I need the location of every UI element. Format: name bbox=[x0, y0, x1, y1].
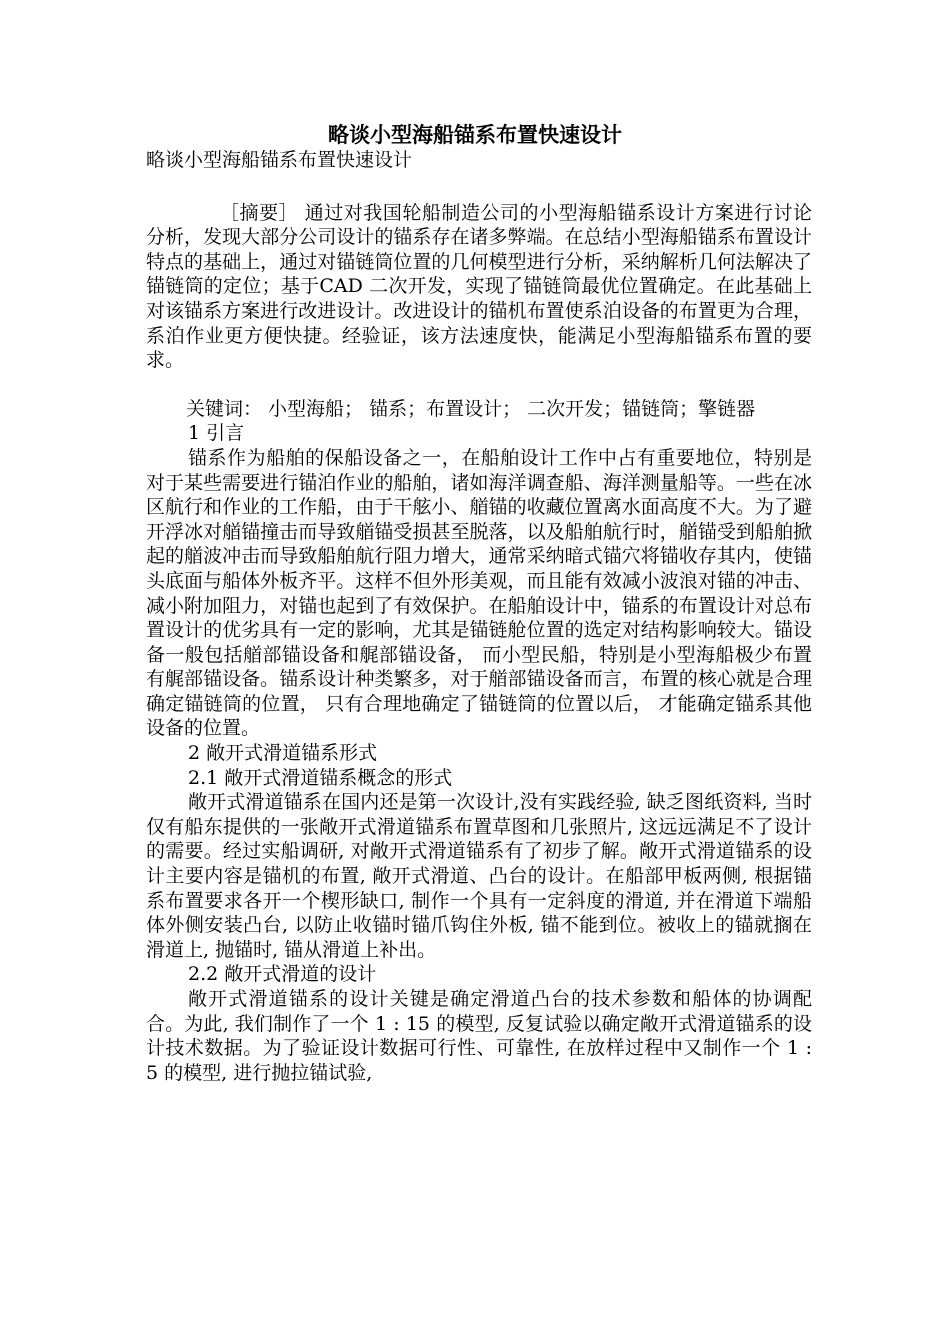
subsection-heading-2-1: 2.1 敞开式滑道锚系概念的形式 bbox=[188, 766, 453, 789]
abstract-paragraph: ［摘要］ 通过对我国轮船制造公司的小型海船锚系设计方案进行讨论分析，发现大部分公司设计的锚系存在诸多弊端。在总结小型海船锚系布置设计特点的基础上，通过对锚链筒位置的几何模型进行分析，采纳解析几何法解决了锚链筒的定位；基于CAD 二次开发，实现了锚链筒最优位置确定。在此基础上对该锚系方案进行改进设计。改进设计的锚机布置使系泊设备的布置更为合理，系泊作业更方便快捷。经验证，该方法速度快，能满足小型海船锚系布置的要求。 bbox=[146, 201, 812, 372]
document-subtitle: 略谈小型海船锚系布置快速设计 bbox=[146, 149, 413, 171]
body-paragraph-2-2: 敞开式滑道锚系的设计关键是确定滑道凸台的技术参数和船体的协调配合。为此, 我们制作了一个 1 : 15 的模型, 反复试验以确定敞开式滑道锚系的设计技术数据。为了验证设计数据可行性、可靠性, 在放样过程中又制作一个 1 : 5 的模型, 进行抛拉锚试验, bbox=[146, 988, 812, 1084]
section-heading-open-slideway: 2 敞开式滑道锚系形式 bbox=[188, 742, 378, 765]
keywords-line: 关键词： 小型海船； 锚系；布置设计； 二次开发；锚链筒；擎链器 bbox=[186, 397, 756, 420]
section-heading-introduction: 1 引言 bbox=[188, 422, 245, 445]
subsection-heading-2-2: 2.2 敞开式滑道的设计 bbox=[188, 963, 377, 986]
document-body bbox=[146, 148, 812, 1085]
body-paragraph-2-1: 敞开式滑道锚系在国内还是第一次设计,没有实践经验, 缺乏图纸资料, 当时仅有船东提供的一张敞开式滑道锚系布置草图和几张照片, 这远远满足不了设计的需要。经过实船调研, 对敞开式滑道锚系有了初步了解。敞开式滑道锚系的设计主要内容是锚机的布置, 敞开式滑道、凸台的设计。在船部甲板两侧, 根据锚系布置要求各开一个楔形缺口, 制作一个具有一定斜度的滑道, 并在滑道下端船体外侧安装凸台, 以防止收锚时锚爪钩住外板, 锚不能到位。被收上的锚就搁在滑道上, 抛锚时, 锚从滑道上补出。 bbox=[146, 791, 812, 961]
document-title: 略谈小型海船锚系布置快速设计 bbox=[328, 123, 622, 147]
body-paragraph-introduction: 锚系作为船舶的保船设备之一，在船舶设计工作中占有重要地位，特别是对于某些需要进行锚泊作业的船舶，诸如海洋调查船、海洋测量船等。一些在冰区航行和作业的工作船，由于干舷小、艏锚的收藏位置离水面高度不大。为了避开浮冰对艏锚撞击而导致艏锚受损甚至脱落，以及船舶航行时，艏锚受到船舶掀起的艏波冲击而导致船舶航行阻力增大，通常采纳暗式锚穴将锚收存其内，使锚头底面与船体外板齐平。这样不但外形美观，而且能有效减小波浪对锚的冲击、减小附加阻力，对锚也起到了有效保护。在船舶设计中，锚系的布置设计对总布置设计的优劣具有一定的影响，尤其是锚链舱位置的选定对结构影响较大。锚设备一般包括艏部锚设备和艉部锚设备， 而小型民船，特别是小型海船极少布置有艉部锚设备。锚系设计种类繁多，对于艏部锚设备而言，布置的核心就是合理确定锚链筒的位置， 只有合理地确定了锚链筒的位置以后， 才能确定锚系其他设备的位置。 bbox=[146, 446, 812, 740]
